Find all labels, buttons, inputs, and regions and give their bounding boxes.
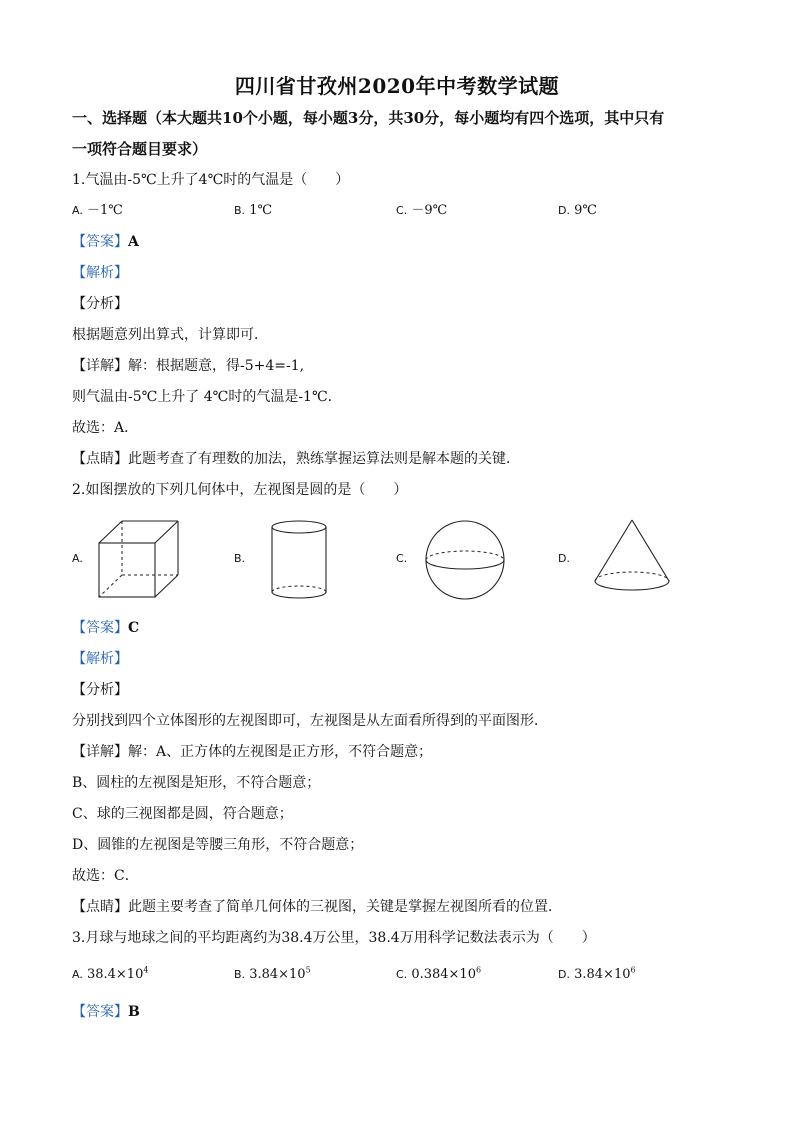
q3-option-a-label: A. — [72, 968, 83, 981]
q2-fenxi-label — [72, 680, 732, 700]
page-title: 四川省甘孜州2020年中考数学试题 — [234, 74, 560, 98]
q3-answer — [72, 1002, 732, 1022]
q2-fenxi: 分别找到四个立体图形的左视图即可，左视图是从左面看所得到的平面图形． — [72, 713, 548, 729]
sphere-icon — [422, 518, 508, 602]
q1-stem: 1.气温由-5℃上升了4℃时的气温是（ ） — [72, 172, 350, 188]
q3-option-c-exp: 6 — [475, 965, 482, 975]
q3-option-a-exp: 4 — [143, 965, 149, 975]
q3-option-c-label: C. — [396, 968, 408, 981]
fenxi-label: 【分析】 — [72, 296, 128, 312]
detail-label: 【详解】 — [72, 358, 128, 374]
q2-answer — [72, 618, 732, 638]
q3-option-b — [234, 965, 311, 985]
q1-detail1-text: 解：根据题意，得-5+4=-1, — [128, 358, 305, 374]
q2-fig-a-label: A. — [72, 552, 83, 565]
q1-option-c — [396, 201, 447, 221]
analysis-label: 【解析】 — [72, 265, 128, 281]
q3-stem: 3.月球与地球之间的平均距离约为38.4万公里，38.4万用科学记数法表示为（ ） — [72, 930, 596, 946]
q2-detail2: B、圆柱的左视图是矩形，不符合题意； — [72, 775, 321, 791]
q2-fig-c-label: C. — [396, 552, 408, 565]
q3-option-b-exp: 5 — [305, 965, 311, 975]
cube-icon — [96, 518, 182, 600]
q2-detail3: C、球的三视图都是圆，符合题意； — [72, 806, 293, 822]
q2-choice: 故选：C． — [72, 868, 139, 884]
dianjing-label: 【点睛】 — [72, 899, 128, 915]
q3-option-b-label: B. — [234, 968, 246, 981]
q2-detail1-text: 解：A、正方体的左视图是正方形，不符合题意； — [128, 744, 433, 760]
detail-label: 【详解】 — [72, 744, 128, 760]
q3-option-d-label: D. — [558, 968, 570, 981]
section-heading-line2: 一项符合题目要求） — [72, 140, 208, 158]
q2-detail1 — [72, 742, 732, 762]
q2-dianjing-text: 此题主要考查了简单几何体的三视图，关键是掌握左视图所看的位置． — [128, 899, 562, 915]
q2-fig-d-label: D. — [558, 552, 570, 565]
q1-option-b-label: B. — [234, 204, 246, 217]
q3-option-d-exp: 6 — [630, 965, 636, 975]
q3-option-c — [396, 965, 481, 985]
answer-label: 【答案】 — [72, 620, 128, 636]
cone-icon — [592, 518, 672, 596]
q1-dianjing — [72, 449, 732, 469]
q2-answer-value: C — [128, 620, 140, 636]
q3-option-a — [72, 965, 148, 985]
q3-option-b-base: 3.84×10 — [249, 967, 306, 982]
q1-option-b — [234, 201, 272, 221]
analysis-label: 【解析】 — [72, 651, 128, 667]
q3-option-c-base: 0.384×10 — [411, 967, 476, 982]
q3-option-d-base: 3.84×10 — [574, 967, 631, 982]
q1-option-d — [558, 201, 597, 221]
q1-answer — [72, 232, 732, 252]
q1-option-d-label: D. — [558, 204, 570, 217]
q3-answer-value: B — [128, 1004, 140, 1020]
q1-option-a-label: A. — [72, 204, 83, 217]
q1-option-c-text: －9℃ — [411, 203, 448, 218]
q1-option-b-text: 1℃ — [249, 203, 273, 218]
section-heading-line1: 一、选择题（本大题共10个小题，每小题3分，共30分，每小题均有四个选项，其中只有 — [72, 109, 665, 127]
q2-fig-b-label: B. — [234, 552, 246, 565]
answer-label: 【答案】 — [72, 234, 128, 250]
q1-option-a-text: －1℃ — [86, 203, 123, 218]
q1-option-a — [72, 201, 123, 221]
dianjing-label: 【点睛】 — [72, 451, 128, 467]
answer-label: 【答案】 — [72, 1004, 128, 1020]
q2-analysis-label — [72, 649, 732, 669]
q1-dianjing-text: 此题考查了有理数的加法，熟练掌握运算法则是解本题的关键． — [128, 451, 520, 467]
fenxi-label: 【分析】 — [72, 682, 128, 698]
q1-detail2: 则气温由-5℃上升了 4℃时的气温是-1℃． — [72, 389, 342, 405]
q1-option-d-text: 9℃ — [574, 203, 597, 218]
q1-fenxi: 根据题意列出算式，计算即可． — [72, 327, 268, 343]
q3-option-a-base: 38.4×10 — [86, 967, 144, 982]
q1-answer-value: A — [128, 234, 139, 250]
q2-stem: 2.如图摆放的下列几何体中，左视图是圆的是（ ） — [72, 482, 408, 498]
q3-option-d — [558, 965, 636, 985]
q1-choice: 故选：A． — [72, 420, 139, 436]
q1-fenxi-label — [72, 294, 732, 314]
cylinder-icon — [268, 518, 330, 602]
q2-dianjing — [72, 897, 732, 917]
q1-detail1 — [72, 356, 732, 376]
q1-option-c-label: C. — [396, 204, 408, 217]
q2-detail4: D、圆锥的左视图是等腰三角形，不符合题意； — [72, 837, 364, 853]
q1-analysis-label — [72, 263, 732, 283]
